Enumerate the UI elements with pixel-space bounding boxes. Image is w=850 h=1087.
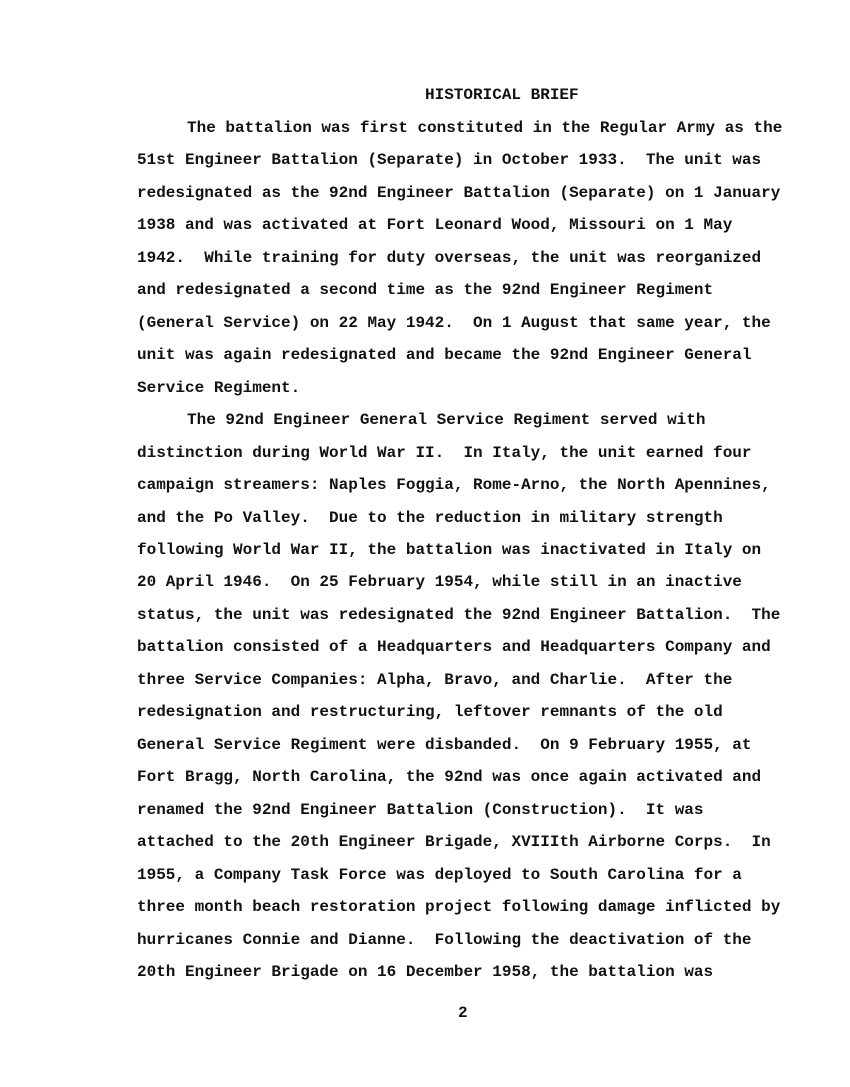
text-line: 1955, a Company Task Force was deployed to South Carolina for a — [137, 865, 742, 884]
text-line: 20th Engineer Brigade on 16 December 1958, the battalion was — [137, 962, 714, 981]
text-line: renamed the 92nd Engineer Battalion (Construction). It was — [137, 800, 704, 819]
text-line: The 92nd Engineer General Service Regiment served with — [187, 411, 706, 430]
text-line: following World War II, the battalion was inactivated in Italy on — [137, 540, 762, 559]
text-line: General Service Regiment were disbanded. On 9 February 1955, at — [137, 735, 752, 754]
text-line: 20 April 1946. On 25 February 1954, while still in an inactive — [137, 573, 742, 592]
page-number: 2 — [458, 1004, 468, 1022]
text-line: 1942. While training for duty overseas, the unit was reorganized — [137, 248, 762, 267]
text-line: three Service Companies: Alpha, Bravo, and Charlie. After the — [137, 670, 733, 689]
text-line: 51st Engineer Battalion (Separate) in October 1933. The unit was — [137, 151, 762, 170]
text-line: (General Service) on 22 May 1942. On 1 August that same year, the — [137, 313, 771, 332]
text-line: and the Po Valley. Due to the reduction in military strength — [137, 508, 723, 527]
text-line: 1938 and was activated at Fort Leonard Wood, Missouri on 1 May — [137, 216, 733, 235]
text-line: attached to the 20th Engineer Brigade, XVIIIth Airborne Corps. In — [137, 833, 771, 852]
text-line: redesignated as the 92nd Engineer Battalion (Separate) on 1 January — [137, 183, 781, 202]
text-line: unit was again redesignated and became the 92nd Engineer General — [137, 346, 752, 365]
text-line: battalion consisted of a Headquarters and Headquarters Company and — [137, 638, 771, 657]
text-line: Fort Bragg, North Carolina, the 92nd was once again activated and — [137, 768, 762, 787]
text-line: redesignation and restructuring, leftover remnants of the old — [137, 703, 723, 722]
text-line: and redesignated a second time as the 92nd Engineer Regiment — [137, 281, 714, 300]
text-line: distinction during World War II. In Italy, the unit earned four — [137, 443, 752, 462]
page-title: HISTORICAL BRIEF — [425, 86, 579, 104]
text-line: The battalion was first constituted in the Regular Army as the — [187, 119, 783, 137]
text-line: hurricanes Connie and Dianne. Following the deactivation of the — [137, 930, 752, 949]
text-line: campaign streamers: Naples Foggia, Rome-Arno, the North Apennines, — [137, 476, 771, 495]
text-line: three month beach restoration project following damage inflicted by — [137, 898, 781, 917]
text-line: Service Regiment. — [137, 378, 301, 397]
text-line: status, the unit was redesignated the 92nd Engineer Battalion. The — [137, 605, 781, 624]
